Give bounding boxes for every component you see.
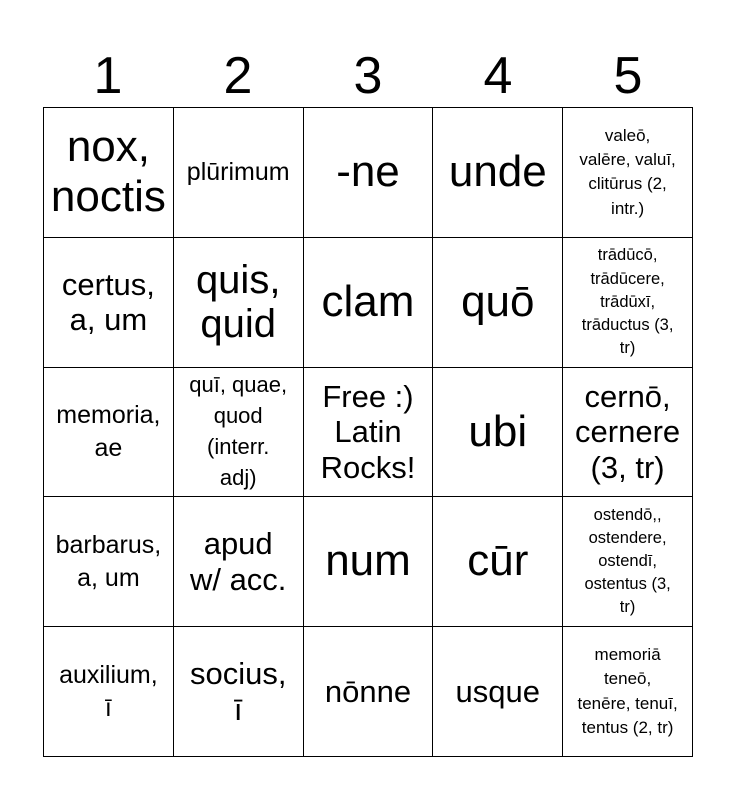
bingo-cell-r4-c5[interactable] — [563, 497, 693, 627]
bingo-cell-r2-c3[interactable] — [304, 238, 434, 368]
bingo-cell-r2-c2[interactable] — [174, 238, 304, 368]
cell-text: usque — [455, 673, 541, 709]
cell-text: Free :) Latin Rocks! — [320, 378, 416, 485]
cell-text: memoriā teneō, tenēre, tenuī, tentus (2, tr) — [577, 645, 678, 737]
cell-text: cernō, cernere (3, tr) — [575, 378, 681, 485]
cell-text: unde — [448, 147, 547, 197]
cell-text: valeō, valēre, valuī, clitūrus (2, intr.) — [579, 126, 676, 218]
bingo-cell-r5-c3[interactable] — [304, 627, 434, 757]
bingo-cell-r3-c1[interactable] — [44, 368, 174, 498]
bingo-cell-r4-c4[interactable] — [433, 497, 563, 627]
cell-text: ubi — [468, 406, 528, 456]
bingo-cell-r1-c1[interactable] — [44, 108, 174, 238]
cell-text: barbarus, a, um — [55, 531, 162, 592]
cell-text: quī, quae, quod (interr. adj) — [189, 372, 288, 490]
column-number-5: 5 — [613, 47, 643, 105]
cell-text: trādūcō, trādūcere, trādūxī, trāductus (3, tr) — [581, 246, 674, 357]
cell-text: socius, ī — [189, 655, 287, 727]
cell-text: cūr — [467, 536, 529, 586]
free-space-cell[interactable] — [304, 368, 434, 498]
bingo-cell-r2-c4[interactable] — [433, 238, 563, 368]
bingo-cell-r4-c2[interactable] — [174, 497, 304, 627]
cell-text: memoria, ae — [56, 401, 161, 462]
bingo-cell-r5-c4[interactable] — [433, 627, 563, 757]
bingo-cell-r2-c5[interactable] — [563, 238, 693, 368]
bingo-board — [43, 107, 693, 757]
column-number-3: 3 — [353, 47, 383, 105]
bingo-cell-r5-c1[interactable] — [44, 627, 174, 757]
bingo-cell-r3-c2[interactable] — [174, 368, 304, 498]
cell-text: auxilium, ī — [59, 661, 158, 722]
bingo-cell-r5-c5[interactable] — [563, 627, 693, 757]
bingo-cell-r1-c5[interactable] — [563, 108, 693, 238]
cell-text: apud w/ acc. — [189, 526, 287, 597]
bingo-cell-r1-c4[interactable] — [433, 108, 563, 238]
cell-text: plūrimum — [186, 158, 290, 187]
cell-text: clam — [321, 276, 415, 326]
cell-text: certus, a, um — [61, 266, 155, 338]
column-number-2: 2 — [223, 47, 253, 105]
column-number-1: 1 — [93, 47, 123, 105]
cell-text: nōnne — [324, 673, 412, 709]
cell-text: num — [325, 536, 411, 586]
cell-text: nox, noctis — [50, 121, 166, 222]
cell-text: -ne — [336, 147, 400, 197]
bingo-cell-r3-c4[interactable] — [433, 368, 563, 498]
bingo-cell-r1-c2[interactable] — [174, 108, 304, 238]
cell-text: quis, quid — [195, 258, 281, 347]
bingo-cell-r3-c5[interactable] — [563, 368, 693, 498]
column-header — [43, 44, 693, 108]
bingo-cell-r4-c1[interactable] — [44, 497, 174, 627]
bingo-cell-r4-c3[interactable] — [304, 497, 434, 627]
cell-text: ostendō,, ostendere, ostendī, ostentus (3, tr) — [584, 506, 671, 617]
bingo-cell-r5-c2[interactable] — [174, 627, 304, 757]
cell-text: quō — [461, 276, 535, 326]
column-number-4: 4 — [483, 47, 513, 105]
bingo-cell-r2-c1[interactable] — [44, 238, 174, 368]
bingo-cell-r1-c3[interactable] — [304, 108, 434, 238]
